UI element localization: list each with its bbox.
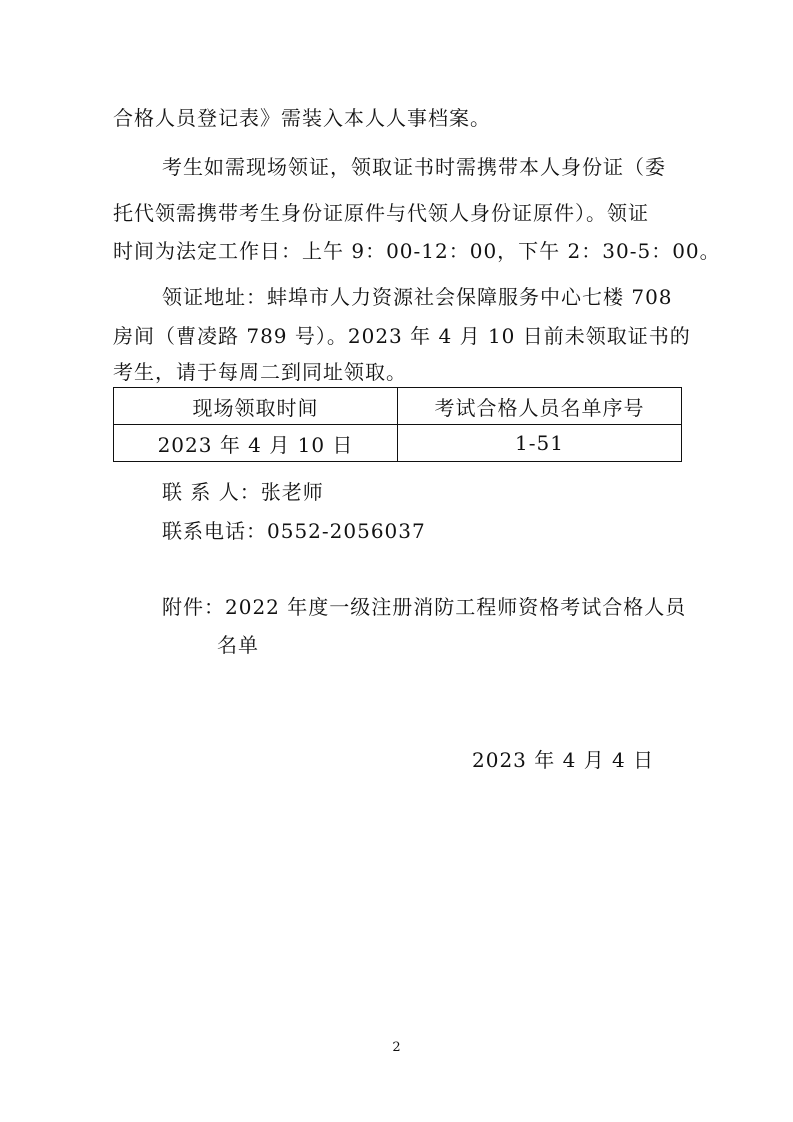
contact-phone: 联系电话：0552-2056037	[162, 519, 426, 543]
pickup-schedule-table	[113, 387, 682, 462]
paragraph-line: 领证地址：蚌埠市人力资源社会保障服务中心七楼 708	[162, 285, 673, 309]
table-row	[114, 425, 682, 462]
paragraph-line: 合格人员登记表》需装入本人人事档案。	[113, 106, 491, 130]
table-header-cell: 考试合格人员名单序号	[398, 388, 682, 425]
paragraph-line: 考生如需现场领证，领取证书时需携带本人身份证（委	[162, 155, 666, 179]
table-cell: 2023 年 4 月 10 日	[114, 425, 398, 462]
attachment-line: 名单	[217, 633, 259, 657]
paragraph-line: 房间（曹凌路 789 号）。2023 年 4 月 10 日前未领取证书的	[113, 324, 691, 348]
paragraph-line: 托代领需携带考生身份证原件与代领人身份证原件）。领证	[113, 201, 649, 225]
page-number: 2	[392, 1040, 401, 1055]
attachment-line: 附件：2022 年度一级注册消防工程师资格考试合格人员	[162, 595, 687, 619]
table-cell: 1-51	[398, 425, 682, 462]
table-header-row	[114, 388, 682, 425]
paragraph-line: 时间为法定工作日：上午 9：00-12：00，下午 2：30-5：00。	[113, 239, 721, 263]
contact-person: 联 系 人：张老师	[162, 480, 324, 504]
paragraph-line: 考生，请于每周二到同址领取。	[113, 360, 407, 384]
document-date: 2023 年 4 月 4 日	[472, 748, 655, 772]
table-header-cell: 现场领取时间	[114, 388, 398, 425]
